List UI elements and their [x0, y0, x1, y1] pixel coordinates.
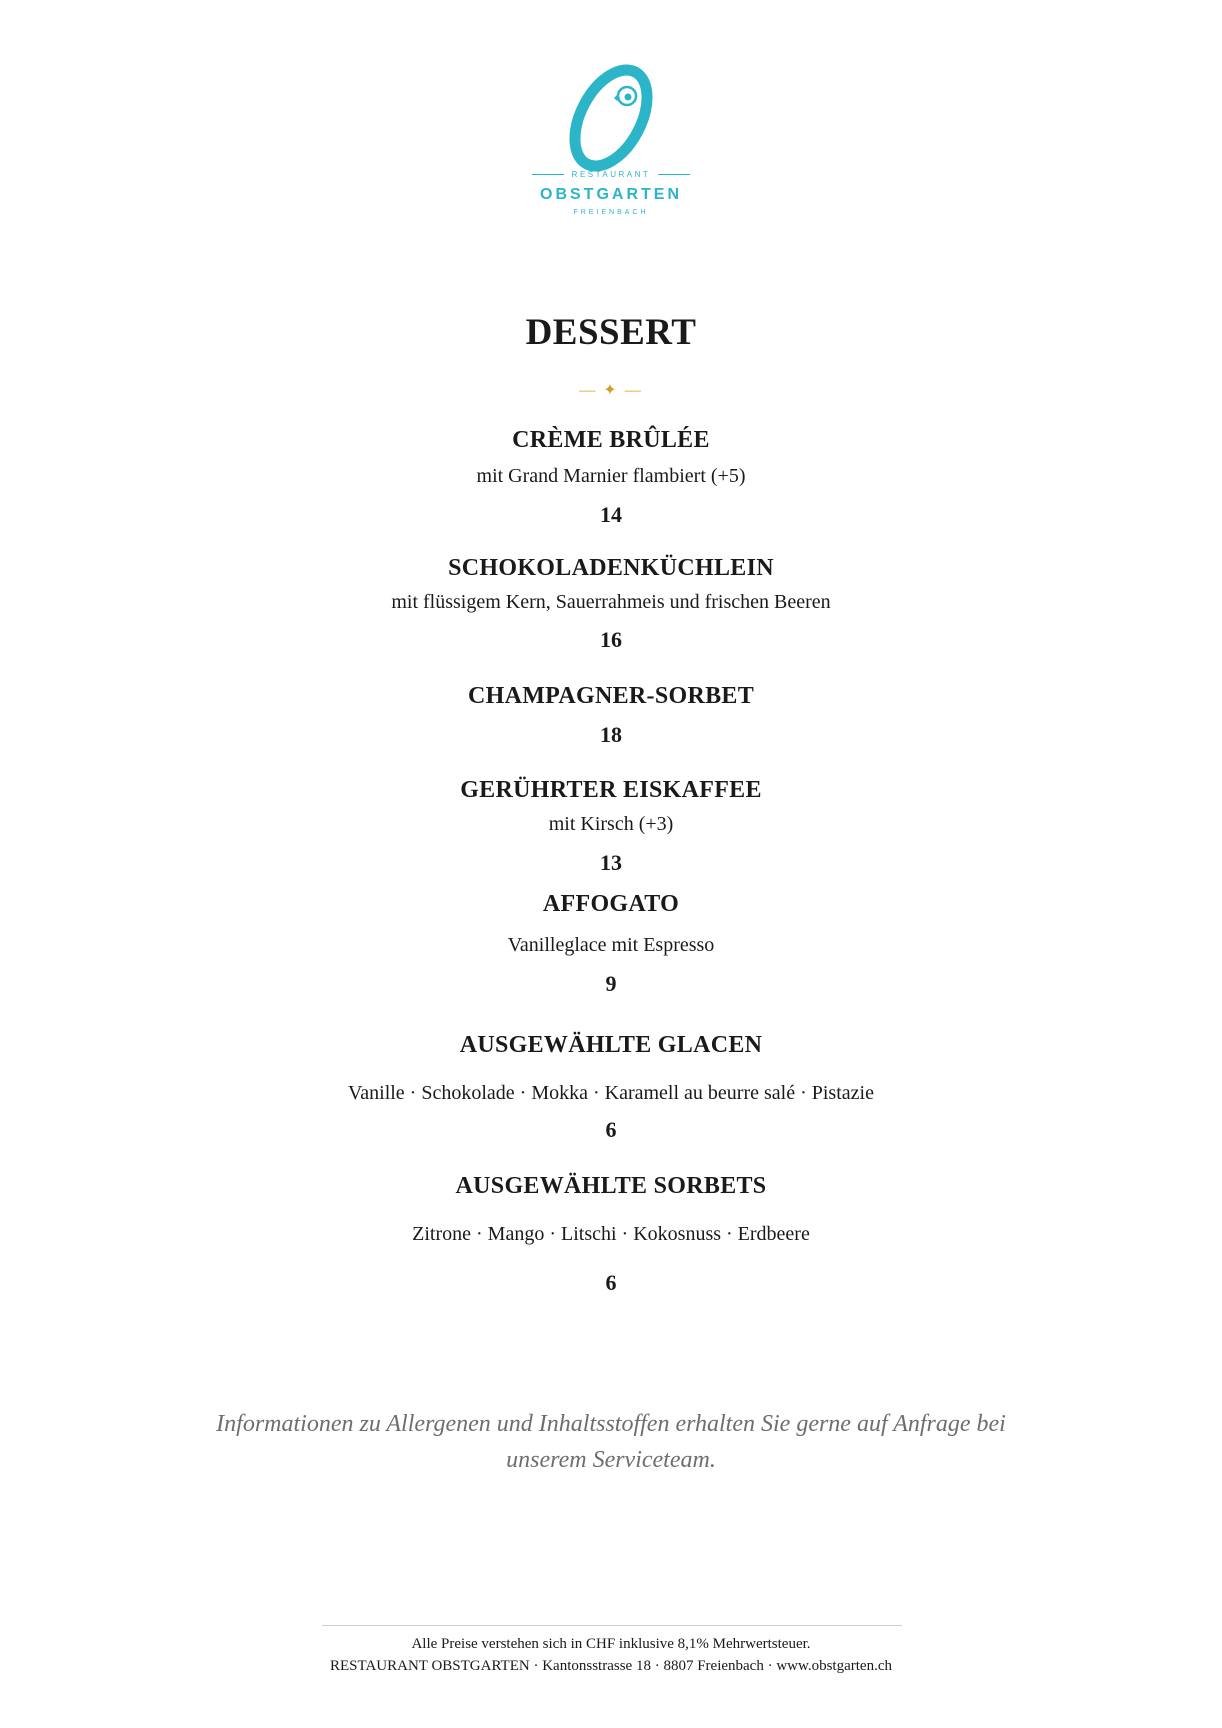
- ornament-divider: — ✦ —: [579, 382, 643, 399]
- item-name: AUSGEWÄHLTE GLACEN: [459, 1032, 763, 1058]
- allergen-note-line2: unserem Serviceteam.: [506, 1447, 716, 1473]
- allergen-note: [0, 1406, 1222, 1478]
- logo-top-text: RESTAURANT: [571, 170, 651, 179]
- item-name: AUSGEWÄHLTE SORBETS: [455, 1173, 767, 1199]
- item-name: AFFOGATO: [542, 891, 680, 917]
- item-price: 18: [600, 722, 622, 747]
- logo-subtitle: FREIENBACH: [573, 209, 649, 216]
- logo-label: [0, 170, 1222, 179]
- item-price: 6: [605, 1270, 617, 1295]
- footer-address: RESTAURANT OBSTGARTEN · Kantonsstrasse 18 · 8807 Freienbach · www.obstgarten.ch: [330, 1658, 892, 1674]
- item-name: CRÈME BRÛLÉE: [512, 427, 710, 453]
- item-name: GERÜHRTER EISKAFFEE: [460, 777, 762, 803]
- item-price: 16: [600, 627, 622, 652]
- item-name: CHAMPAGNER-SORBET: [468, 683, 754, 709]
- allergen-note-line1: Informationen zu Allergenen und Inhaltsstoffen erhalten Sie gerne auf Anfrage bei: [216, 1411, 1006, 1437]
- item-price: 9: [605, 971, 617, 996]
- footer-vat: Alle Preise verstehen sich in CHF inklusive 8,1% Mehrwertsteuer.: [411, 1636, 811, 1652]
- item-description: mit Grand Marnier flambiert (+5): [476, 465, 746, 487]
- item-price: 13: [600, 850, 622, 875]
- item-description: mit Kirsch (+3): [548, 813, 674, 835]
- item-description: Vanille · Schokolade · Mokka · Karamell au beurre salé · Pistazie: [348, 1082, 874, 1104]
- item-description: mit flüssigem Kern, Sauerrahmeis und frischen Beeren: [391, 591, 831, 613]
- page-title: DESSERT: [525, 312, 697, 353]
- logo-name: OBSTGARTEN: [540, 186, 682, 203]
- item-price: 14: [600, 502, 622, 527]
- item-description: Vanilleglace mit Espresso: [507, 934, 715, 956]
- item-name: SCHOKOLADENKÜCHLEIN: [448, 555, 774, 581]
- item-price: 6: [605, 1117, 617, 1142]
- footer-divider: [322, 1625, 902, 1626]
- logo-o-icon: [551, 58, 671, 178]
- item-description: Zitrone · Mango · Litschi · Kokosnuss · Erdbeere: [412, 1223, 810, 1245]
